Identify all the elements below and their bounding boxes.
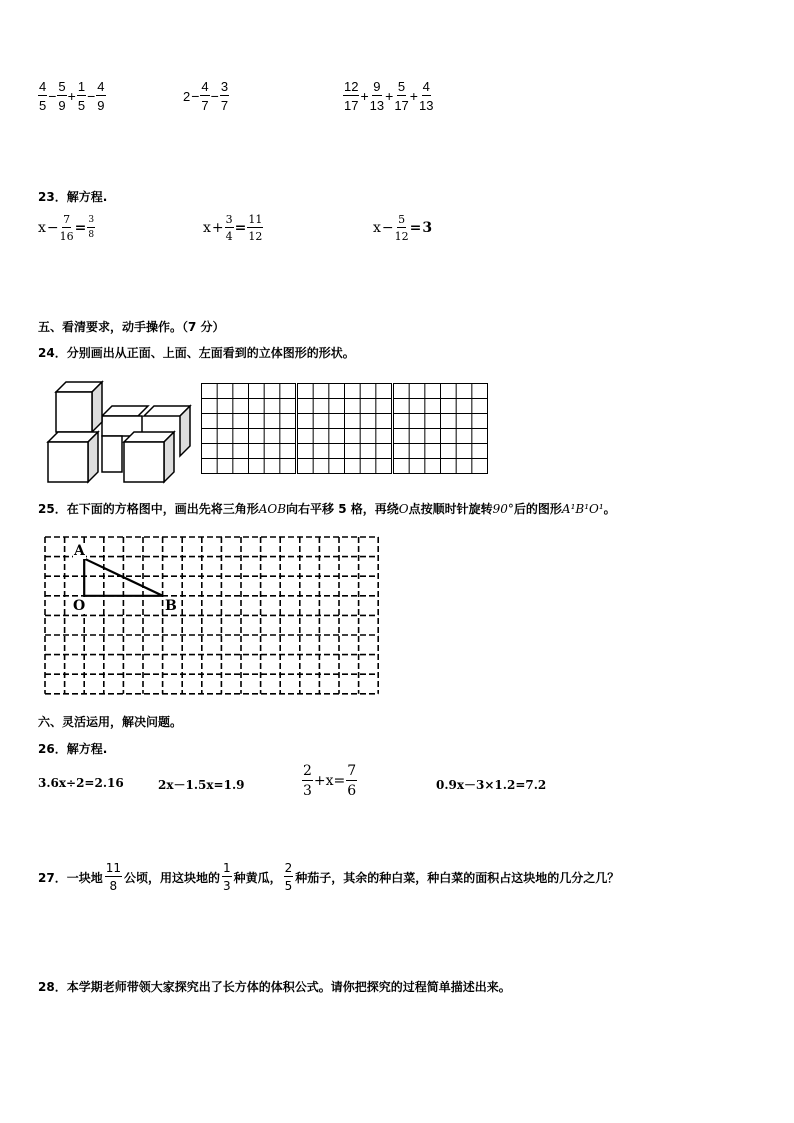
fraction: $\frac{11}{12}$: [248, 213, 263, 243]
view-grid-front: [201, 383, 297, 475]
cube-stack-figure: [44, 380, 194, 484]
calc-expression-1: $\frac{4}{5}$ − $\frac{5}{9}$ + $\frac{1}{5}$ − $\frac{4}{9}$: [39, 79, 105, 113]
calc-expression-2: 2 − $\frac{4}{7}$ − $\frac{3}{7}$: [183, 79, 229, 113]
fraction: $\frac{1}{3}$: [223, 861, 231, 893]
q28-prompt: 28．本学期老师带领大家探究出了长方体的体积公式。请你把探究的过程简单描述出来。: [38, 980, 511, 994]
q23-equation-1: x − $\frac{7}{16}$ = $\frac{3}{8}$: [38, 213, 95, 243]
fraction: $\frac{4}{13}$: [418, 79, 434, 113]
q23-title: 23．解方程.: [38, 190, 108, 204]
fraction: $\frac{3}{8}$: [88, 215, 95, 240]
fraction: $\frac{3}{7}$: [220, 79, 229, 113]
dashed-grid: [44, 536, 382, 698]
calc-expression-3: $\frac{12}{17}$ + $\frac{9}{13}$ + $\frac{5}{17}$ + $\frac{4}{13}$: [344, 79, 434, 113]
q24-title: 24．分别画出从正面、上面、左面看到的立体图形的形状。: [38, 346, 355, 360]
section-six-title: 六、灵活运用，解决问题。: [38, 715, 183, 729]
fraction: $\frac{3}{4}$: [225, 213, 233, 243]
fraction: $\frac{4}{9}$: [97, 79, 105, 113]
label-a: A: [74, 543, 85, 559]
fraction: $\frac{12}{17}$: [344, 79, 359, 113]
fraction: $\frac{5}{12}$: [394, 213, 409, 243]
q25-prompt: 25．在下面的方格图中，画出先将三角形AOB向右平移 5 格，再绕O点按顺时针旋转90°后的图形A¹B¹O¹。: [38, 502, 616, 516]
section-five-title: 五、看清要求，动手操作。（7 分）: [38, 320, 225, 334]
view-grid-top: [297, 383, 393, 475]
q26-title: 26．解方程.: [38, 742, 108, 756]
label-o: O: [73, 598, 86, 614]
fraction: $\frac{2}{5}$: [284, 861, 293, 893]
q26-equation-4: 0.9x－3×1.2=7.2: [436, 778, 547, 792]
q23-equation-3: x − $\frac{5}{12}$ = 3: [373, 213, 433, 243]
q26-equation-1: 3.6x÷2=2.16: [38, 776, 124, 790]
q26-equation-3: $\frac{2}{3}$ +x= $\frac{7}{6}$: [303, 763, 357, 799]
q23-equation-2: x + $\frac{3}{4}$ = $\frac{11}{12}$: [203, 213, 263, 243]
q27-prompt: 27．一块地 $\frac{11}{8}$ 公顷，用这块地的 $\frac{1}{3}$ 种黄瓜， $\frac{2}{5}$ 种茄子，其余的种白菜，种白菜的面积占这块地的几分之几？: [38, 861, 620, 893]
fraction: $\frac{4}{5}$: [39, 79, 47, 113]
fraction: $\frac{5}{9}$: [58, 79, 66, 113]
fraction: $\frac{4}{7}$: [201, 79, 209, 113]
fraction: $\frac{9}{13}$: [369, 79, 385, 113]
fraction: $\frac{7}{6}$: [347, 763, 357, 799]
fraction: $\frac{7}{16}$: [59, 213, 74, 243]
fraction: $\frac{2}{3}$: [303, 763, 312, 799]
view-grid-left: [393, 383, 489, 475]
fraction: $\frac{1}{5}$: [77, 79, 86, 113]
q26-equation-2: 2x－1.5x=1.9: [158, 778, 245, 792]
fraction: $\frac{5}{17}$: [394, 79, 409, 113]
fraction: $\frac{11}{8}$: [105, 861, 121, 893]
label-b: B: [165, 598, 177, 614]
